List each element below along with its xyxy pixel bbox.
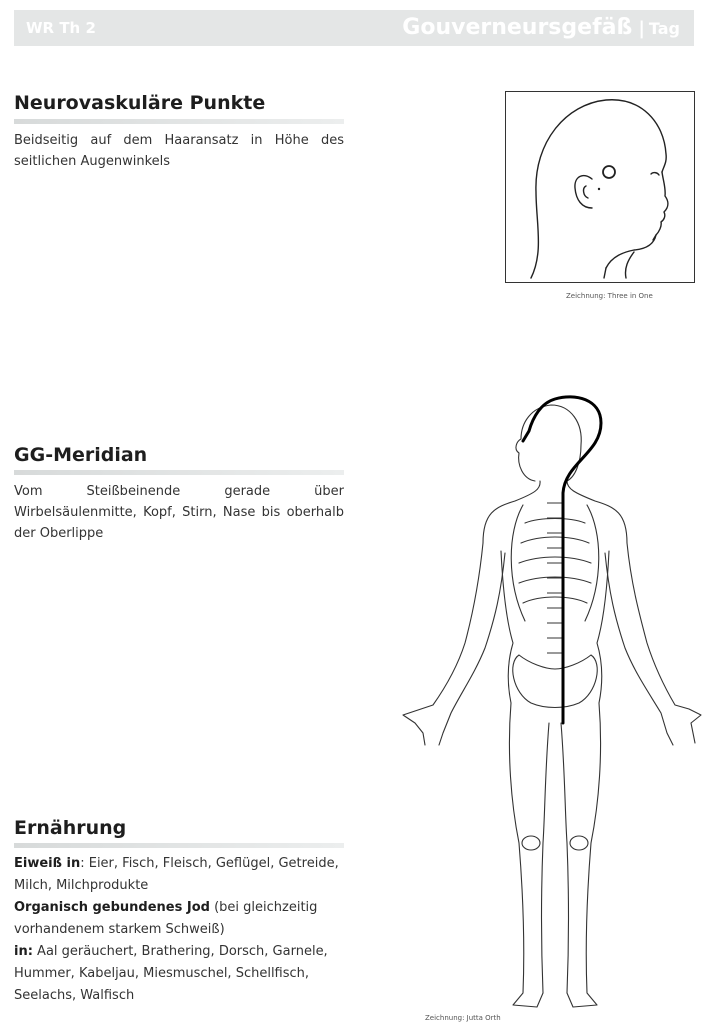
meridian-line: [523, 397, 601, 723]
meridian-title: GG-Meridian: [14, 444, 148, 466]
nutrition-title: Ernährung: [14, 817, 127, 839]
head-caption: Zeichnung: Three in One: [566, 292, 653, 300]
page-subtitle: Tag: [648, 19, 680, 38]
head-illustration: [505, 91, 695, 283]
section-rule: [14, 470, 344, 475]
iodine-sources-label: in:: [14, 944, 33, 959]
iodine-label: Organisch gebundenes Jod: [14, 900, 210, 915]
iodine-sources-text: Aal geräuchert, Brathering, Dorsch, Garnele, Hummer, Kabeljau, Miesmuschel, Schellfisch, Seelachs, Walfisch: [14, 944, 328, 1003]
protein-text: : Eier, Fisch, Fleisch, Geflügel, Getreide, Milch, Milchprodukte: [14, 856, 339, 893]
body-caption: Zeichnung: Jutta Orth: [425, 1014, 501, 1022]
page-title: Gouverneursgefäß: [402, 15, 633, 40]
title-separator: |: [638, 18, 645, 39]
iodine-text: (bei gleichzeitig vorhandenem starkem Schweiß): [14, 900, 318, 937]
page-code: WR Th 2: [26, 19, 96, 37]
neurovascular-text: Beidseitig auf dem Haaransatz in Höhe des seitlichen Augenwinkels: [14, 133, 344, 169]
protein-label: Eiweiß in: [14, 856, 81, 871]
page-header-bar: [14, 10, 694, 46]
nutrition-text: [14, 853, 344, 1007]
section-rule: [14, 119, 344, 124]
section-rule: [14, 843, 344, 848]
meridian-text: Vom Steißbeinende gerade über Wirbelsäulenmitte, Kopf, Stirn, Nase bis oberhalb der Oberlippe: [14, 484, 344, 541]
skeleton-drawing: [395, 393, 706, 1023]
neurovascular-point-marker: [603, 166, 615, 178]
page-heading: [402, 15, 680, 40]
neurovascular-title: Neurovaskuläre Punkte: [14, 92, 266, 114]
head-profile-drawing: [506, 92, 694, 282]
body-meridian-illustration: [395, 393, 706, 1023]
